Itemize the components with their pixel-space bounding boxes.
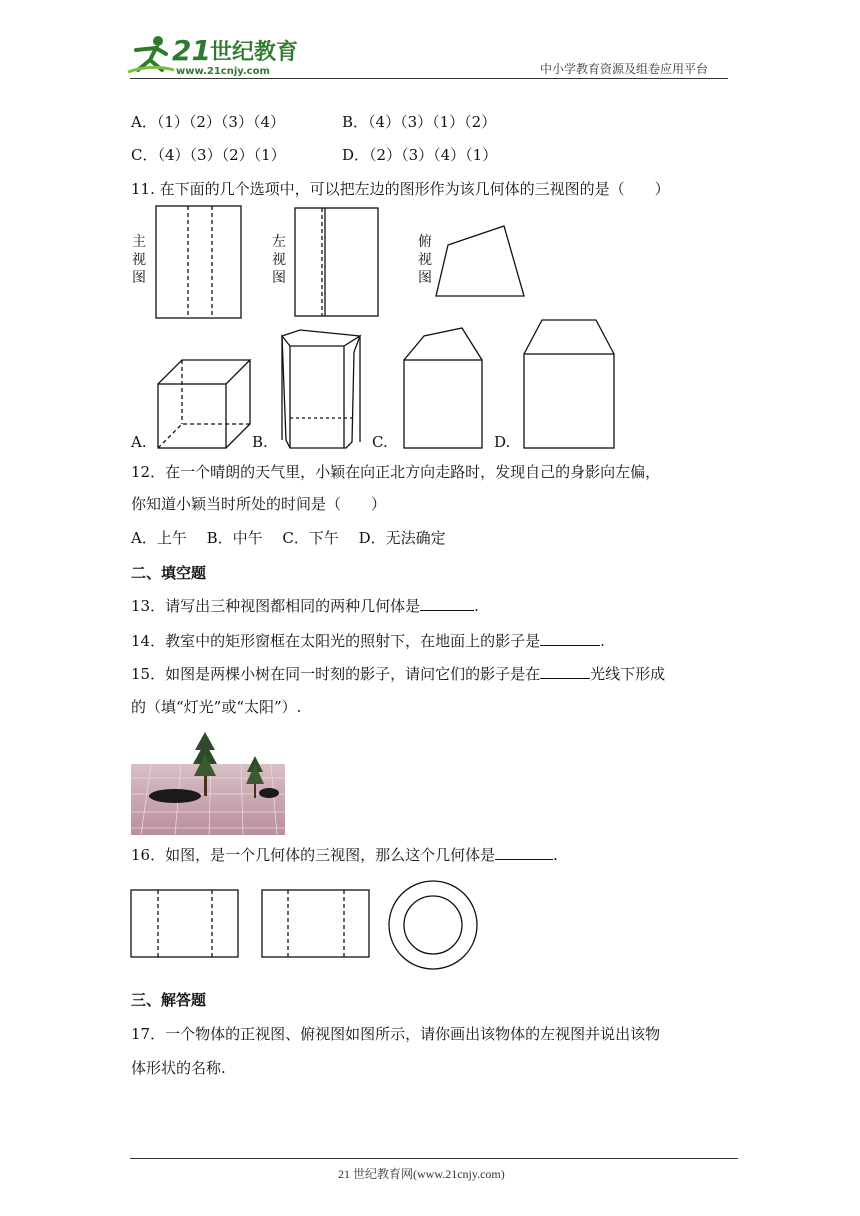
section-fill-in-heading: 二、填空题 [131, 564, 207, 582]
left-view-label-3: 图 [272, 270, 286, 286]
q17-line2: 体形状的名称. [131, 1059, 226, 1077]
q13-text [131, 596, 479, 616]
q16-three-views [128, 875, 498, 975]
left-view-label-2: 视 [272, 252, 286, 268]
top-view-label-2: 视 [418, 252, 432, 268]
trees-shadow-photo [131, 730, 285, 835]
option-b-pentagonal-prism [282, 330, 360, 448]
q14-stem: 14．教室中的矩形窗框在太阳光的照射下，在地面上的影子是 [131, 632, 541, 650]
q15-stem-a: 15．如图是两棵小树在同一时刻的影子，请问它们的影子是在 [131, 665, 541, 683]
q10-option-a: A．（1）（2）（3）（4） [131, 113, 286, 131]
q10-option-d: D．（2）（3）（4）（1） [342, 146, 498, 164]
q14-text [131, 631, 605, 651]
option-a-cube [158, 360, 250, 448]
q10-option-c: C．（4）（3）（2）（1） [131, 146, 286, 164]
q11-option-a-label: A. [131, 433, 147, 451]
q13-stem: 13．请写出三种视图都相同的两种几何体是 [131, 597, 421, 615]
q11-option-d-label: D. [494, 433, 511, 451]
footer-divider [130, 1158, 738, 1159]
q13-period: . [474, 597, 479, 615]
q12-options: A．上午 B．中午 C．下午 D．无法确定 [131, 529, 446, 547]
q16-period: . [553, 846, 558, 864]
q14-answer-blank[interactable] [540, 631, 600, 646]
q16-top-view-ring [389, 881, 477, 969]
section-answer-heading: 三、解答题 [131, 991, 207, 1009]
q15-line1 [131, 664, 665, 684]
option-c-house-shape [404, 328, 482, 448]
top-view-label-3: 图 [418, 270, 432, 286]
logo-url: www.21cnjy.com [176, 66, 270, 77]
q11-option-solids [140, 310, 630, 455]
front-view-label-2: 视 [132, 252, 146, 268]
logo-number: 21 [172, 34, 211, 67]
q16-side-view-figure [262, 890, 369, 957]
q12-line2: 你知道小颖当时所处的时间是（ ） [131, 495, 387, 513]
q14-period: . [600, 632, 605, 650]
tree-shadow-right-icon [259, 788, 279, 798]
q10-option-b: B．（4）（3）（1）（2） [342, 113, 497, 131]
tree-shadow-left-icon [149, 789, 201, 803]
q15-stem-b: 光线下形成 [590, 665, 666, 683]
q16-text [131, 845, 558, 865]
footer-text: 21 世纪教育网(www.21cnjy.com) [338, 1167, 505, 1181]
q16-answer-blank[interactable] [495, 845, 553, 860]
front-view-label-1: 主 [132, 234, 146, 250]
q11-three-views [150, 200, 550, 325]
q17-line1: 17．一个物体的正视图、俯视图如图所示，请你画出该物体的左视图并说出该物 [131, 1025, 661, 1043]
q16-stem: 16．如图，是一个几何体的三视图，那么这个几何体是 [131, 846, 496, 864]
left-view-figure [295, 208, 378, 316]
runner-logo-icon [126, 34, 176, 76]
header-divider [130, 78, 728, 79]
top-view-figure [436, 226, 524, 296]
q15-line2: 的（填“灯光”或“太阳”）. [131, 698, 302, 716]
q11-option-b-label: B. [252, 433, 268, 451]
q11-option-c-label: C. [372, 433, 388, 451]
q15-answer-blank[interactable] [540, 664, 590, 679]
option-d-house-shape [524, 320, 614, 448]
left-view-label-1: 左 [272, 234, 286, 250]
q12-line1: 12．在一个晴朗的天气里，小颖在向正北方向走路时，发现自己的身影向左偏， [131, 463, 661, 481]
front-view-label-3: 图 [132, 270, 146, 286]
front-view-figure [156, 206, 241, 318]
q16-front-view-figure [131, 890, 238, 957]
header-platform-text: 中小学教育资源及组卷应用平台 [540, 62, 709, 76]
q13-answer-blank[interactable] [420, 596, 474, 611]
q11-stem: 11. 在下面的几个选项中，可以把左边的图形作为该几何体的三视图的是（ ） [131, 180, 670, 198]
top-view-label-1: 俯 [418, 234, 432, 250]
logo-chinese: 世纪教育 [210, 40, 299, 65]
